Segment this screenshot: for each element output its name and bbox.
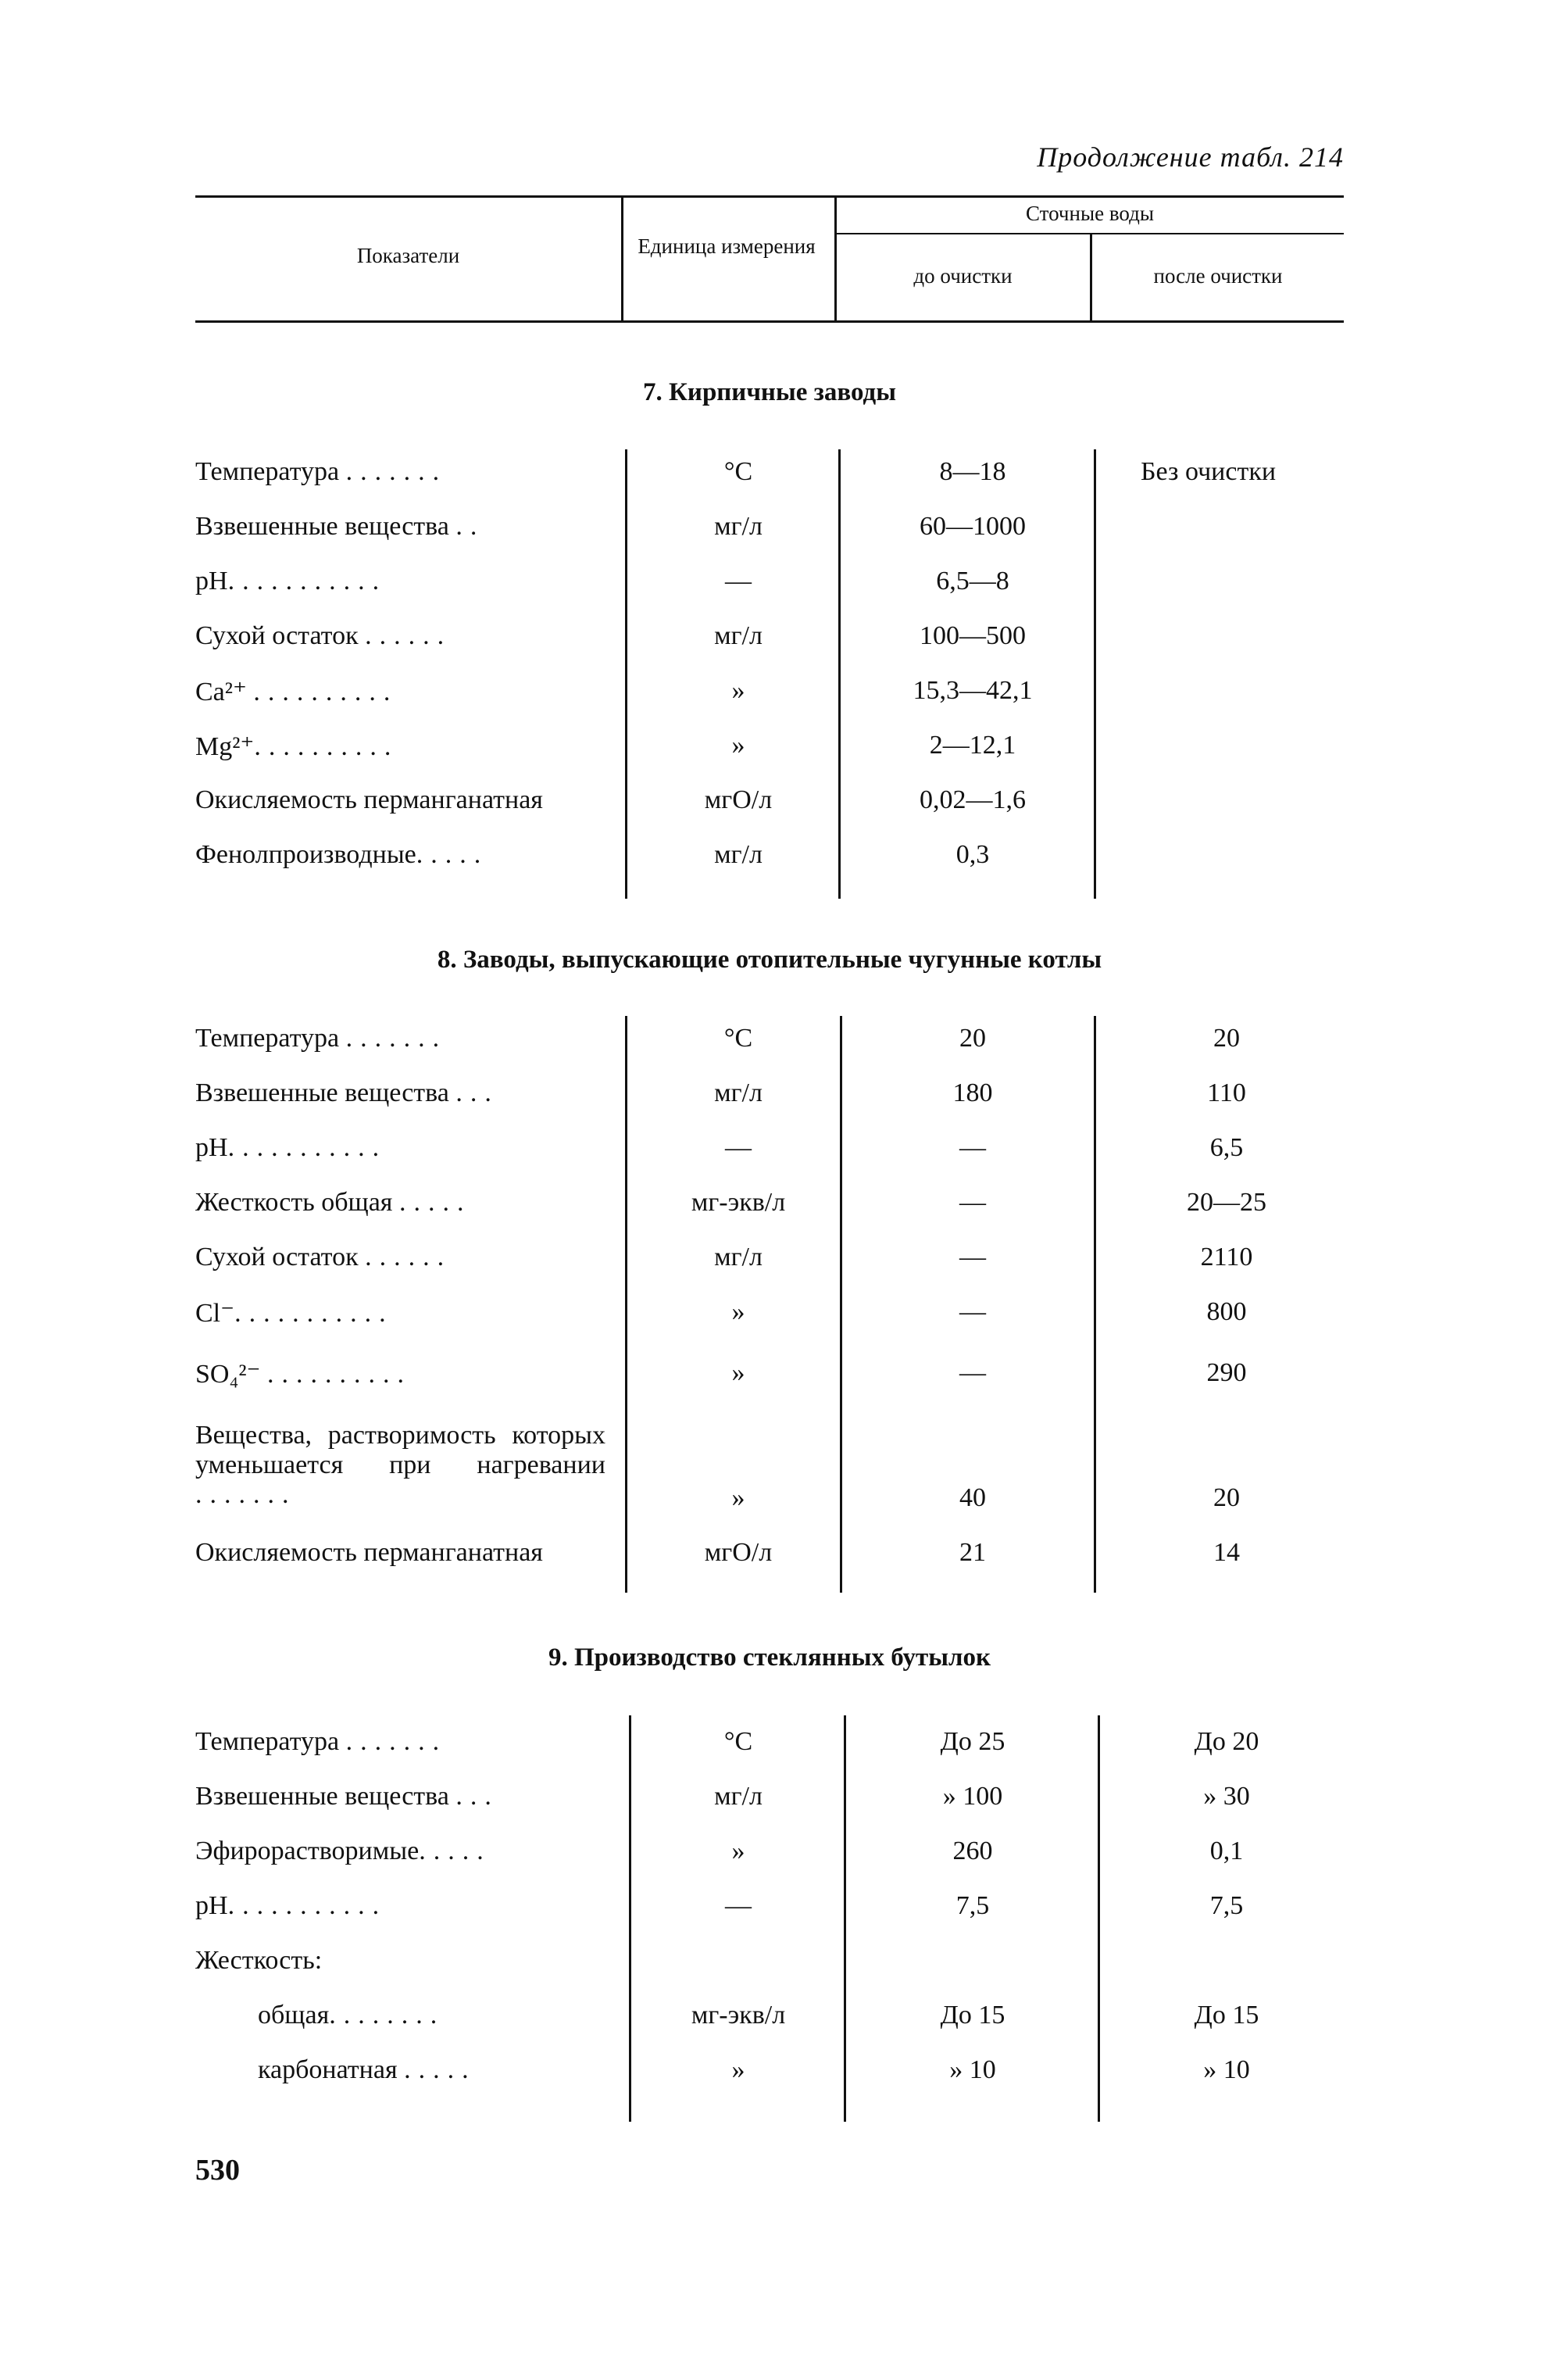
row-before: 21 [959,1538,986,1567]
row-unit: » [731,1836,745,1865]
row-unit: мг/л [714,1078,763,1107]
section-title: 7. Кирпичные заводы [643,378,896,406]
row-unit: — [725,1133,752,1162]
row-after: 20 [1213,1483,1240,1512]
row-before: 260 [952,1836,993,1865]
row-unit: » [731,1358,745,1387]
row-unit: мг-экв/л [691,2001,786,2030]
row-after: 0,1 [1209,1836,1244,1865]
row-unit: мг/л [714,840,763,869]
leader-dots: ...... [365,621,452,650]
leader-dots: ....... [345,457,448,486]
row-before: — [959,1243,986,1271]
row-name: Жесткость общая [195,1188,393,1217]
leader-dots: ........... [234,1299,394,1328]
row-name: Окисляемость перманганатная [195,1538,543,1567]
row-unit: » [731,2055,745,2084]
row-unit: » [731,1483,745,1512]
leader-dots: ........... [227,1133,388,1162]
row-before: » 10 [949,2055,996,2084]
row-before: — [959,1188,986,1217]
row-before: — [959,1297,986,1326]
row-name: Температура [195,457,340,486]
row-before: 60—1000 [920,512,1026,541]
row-name: Фенолпроизводные [195,840,416,869]
row-name: карбонатная [258,2055,398,2084]
leader-dots: .......... [266,1360,412,1389]
row-before: — [959,1358,986,1387]
row-after: » 30 [1203,1782,1250,1811]
section9-divider-3 [1098,1715,1100,2122]
row-before: До 25 [940,1727,1005,1756]
section-title: 9. Производство стеклянных бутылок [548,1643,991,1672]
row-name: Cl⁻ [195,1299,235,1328]
row-name: Эфирорастворимые [195,1836,420,1865]
row-unit: °C [723,1727,753,1756]
row-after: Без очистки [1141,457,1277,486]
leader-dots: ..... [419,1836,491,1865]
row-before: 7,5 [955,1891,990,1920]
row-before: 15,3—42,1 [913,676,1033,705]
leader-dots: ........ [329,2001,445,2030]
row-name: SO₄²⁻ [195,1360,261,1389]
header-divider-1 [621,197,623,320]
row-unit: °C [723,1024,753,1053]
row-unit: мг/л [714,512,763,541]
row-before: 100—500 [920,621,1026,650]
row-unit: — [725,567,752,595]
row-name: Mg²⁺ [195,732,255,761]
row-after: 14 [1213,1538,1240,1567]
section9-divider-2 [844,1715,846,2122]
row-before: 6,5—8 [936,567,1009,595]
row-unit: мгО/л [704,785,773,814]
col-header-before: до очистки [913,264,1013,288]
row-name: Температура [195,1024,340,1053]
row-before: 40 [959,1483,986,1512]
row-before: — [959,1133,986,1162]
row-unit: мг/л [714,621,763,650]
row-before: До 15 [940,2001,1005,2030]
col-header-after: после очистки [1153,264,1283,288]
leader-dots: ... [455,1078,499,1107]
row-name: Окисляемость перманганатная [195,785,543,814]
leader-dots: ..... [398,1188,472,1217]
row-unit: — [725,1891,752,1920]
row-name: pH [195,567,228,595]
row-before: » 100 [942,1782,1003,1811]
row-name: Взвешенные вещества [195,1078,449,1107]
row-unit: мгО/л [704,1538,773,1567]
row-name: Взвешенные вещества [195,512,449,541]
row-after: » 10 [1203,2055,1250,2084]
row-name: Сухой остаток [195,1243,359,1271]
row-name: Ca²⁺ [195,678,247,706]
row-name: Температура [195,1727,340,1756]
row-before: 20 [959,1024,986,1053]
row-after: 20 [1213,1024,1240,1053]
row-before: 0,3 [955,840,990,869]
row-unit: мг/л [714,1243,763,1271]
leader-dots: ..... [404,2055,477,2084]
col-header-unit: Единица измерения [638,234,816,258]
leader-dots: .. [455,512,485,541]
leader-dots: ....... [345,1024,448,1053]
leader-dots: .......... [254,732,399,761]
row-after: До 15 [1194,2001,1259,2030]
row-before: 8—18 [939,457,1006,486]
row-name: Взвешенные вещества [195,1782,449,1811]
row-before: 2—12,1 [929,731,1016,760]
leader-dots: ... [455,1782,499,1811]
page-number: 530 [195,2154,240,2187]
row-after: 7,5 [1209,1891,1244,1920]
row-unit: °C [723,457,753,486]
row-after: 110 [1207,1078,1246,1107]
row-name: Вещества, растворимость которых уменьшается при нагревании [195,1421,605,1479]
row-before: 0,02—1,6 [920,785,1026,814]
row-unit: » [731,1297,745,1326]
row-name: Сухой остаток [195,621,359,650]
section9-divider-1 [629,1715,631,2122]
row-unit: мг-экв/л [691,1188,786,1217]
leader-dots: ....... [195,1480,297,1509]
leader-dots: .......... [253,678,398,706]
row-after: 290 [1206,1358,1247,1387]
leader-dots: ...... [365,1243,452,1271]
leader-dots: ..... [416,840,489,869]
row-after: 20—25 [1187,1188,1266,1217]
leader-dots: ........... [227,1891,388,1920]
row-unit: мг/л [714,1782,763,1811]
col-header-indicators: Показатели [356,244,460,267]
col-header-wastewater: Сточные воды [1026,202,1154,225]
row-after: До 20 [1194,1727,1259,1756]
wastewater-underline [836,233,1344,234]
leader-dots: ........... [227,567,388,595]
table-row [195,1421,1344,1518]
row-unit: » [731,676,745,705]
row-name: общая [258,2001,330,2030]
leader-dots: ....... [345,1727,448,1756]
row-name: pH [195,1133,228,1162]
page-header: Продолжение табл. 214 [1037,141,1344,173]
row-after: 2110 [1200,1243,1253,1271]
section-title: 8. Заводы, выпускающие отопительные чугунные котлы [437,946,1102,974]
row-after: 6,5 [1209,1133,1244,1162]
table-header-bottom-rule [195,320,1344,323]
row-name: Жесткость: [195,1946,323,1975]
table-top-rule [195,195,1344,198]
row-unit: » [731,731,745,760]
section7-divider-1 [625,449,627,899]
row-name: pH [195,1891,228,1920]
row-after: 800 [1206,1297,1247,1326]
row-before: 180 [952,1078,993,1107]
